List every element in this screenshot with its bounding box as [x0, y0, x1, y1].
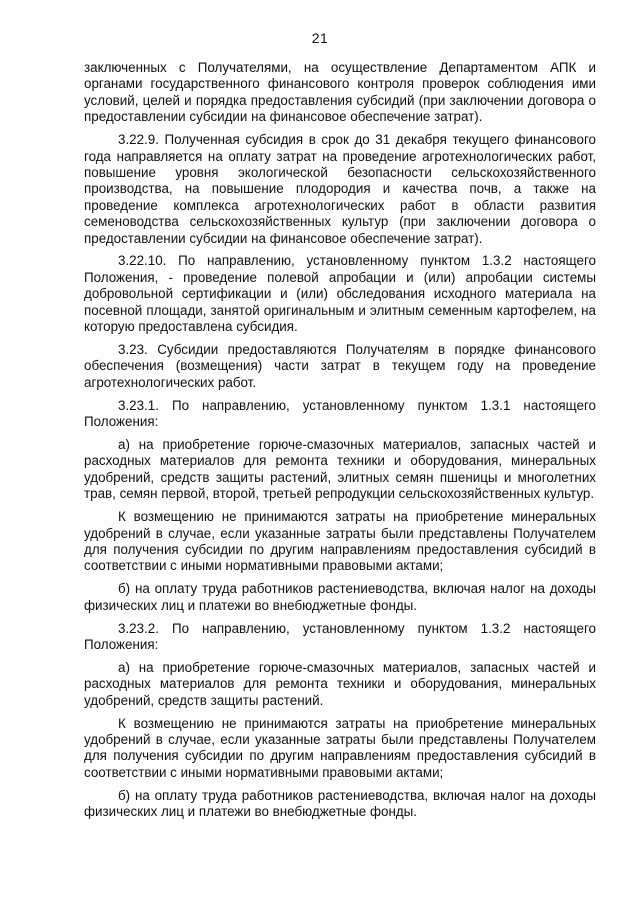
page-number: 21	[311, 30, 329, 46]
document-body	[84, 60, 596, 827]
paragraph-3-23-2-exclusion: К возмещению не принимаются затраты на приобретение минеральных удобрений в случае, если указанные затраты были представлены Получателем для получения субсидии по другим направлениям предоставления субсидий в соответствии с иными нормативными правовыми актами;	[84, 715, 596, 780]
paragraph-3-23-1: 3.23.1. По направлению, установленному пунктом 1.3.1 настоящего Положения:	[84, 397, 596, 430]
paragraph-3-23-2: 3.23.2. По направлению, установленному пунктом 1.3.2 настоящего Положения:	[84, 620, 596, 652]
paragraph-3-23-1-b: б) на оплату труда работников растениеводства, включая налог на доходы физических лиц и платежи во внебюджетные фонды.	[84, 581, 596, 613]
paragraph-3-23: 3.23. Субсидии предоставляются Получателям в порядке финансового обеспечения (возмещения) части затрат в текущем году на проведение агротехнологических работ.	[84, 342, 596, 390]
paragraph-3-23-1-exclusion: К возмещению не принимаются затраты на приобретение минеральных удобрений в случае, если указанные затраты были представлены Получателем для получения субсидии по другим направлениям предоставления субсидий в соответствии с иными нормативными правовыми актами;	[84, 509, 596, 574]
paragraph-3-23-2-b: б) на оплату труда работников растениеводства, включая налог на доходы физических лиц и платежи во внебюджетные фонды.	[84, 787, 596, 820]
paragraph-3-23-2-a: а) на приобретение горюче-смазочных материалов, запасных частей и расходных материалов для ремонта техники и оборудования, минеральных удобрений, средств защиты растений.	[84, 659, 596, 708]
paragraph-3-22-10: 3.22.10. По направлению, установленному пунктом 1.3.2 настоящего Положения, - проведение полевой апробации и (или) апробации системы добровольной сертификации и (или) обследования исходного материала на посевной площади, занятой оригинальным и элитным семенным картофелем, на которую предоставлена субсидия.	[84, 253, 596, 335]
paragraph-continuation: заключенных с Получателями, на осуществление Департаментом АПК и органами государственного финансового контроля проверок соблюдения ими условий, целей и порядка предоставления субсидий (при заключении договора о предоставлении субсидии на финансовое обеспечение затрат).	[84, 60, 596, 125]
paragraph-3-23-1-a: а) на приобретение горюче-смазочных материалов, запасных частей и расходных материалов для ремонта техники и оборудования, минеральных удобрений, средств защиты растений, элитных семян пшеницы и многолетних трав, семян первой, второй, третьей репродукции сельскохозяйственных культур.	[84, 437, 596, 502]
paragraph-3-22-9: 3.22.9. Полученная субсидия в срок до 31 декабря текущего финансового года направляется на оплату затрат на проведение агротехнологических работ, повышение уровня экологической безопасности сельскохозяйственного производства, на повышение плодородия и качества почв, а также на проведение комплекса агротехнологических работ в области развития семеноводства сельскохозяйственных культур (при заключении договора о предоставлении субсидии на финансовое обеспечение затрат).	[84, 132, 596, 246]
